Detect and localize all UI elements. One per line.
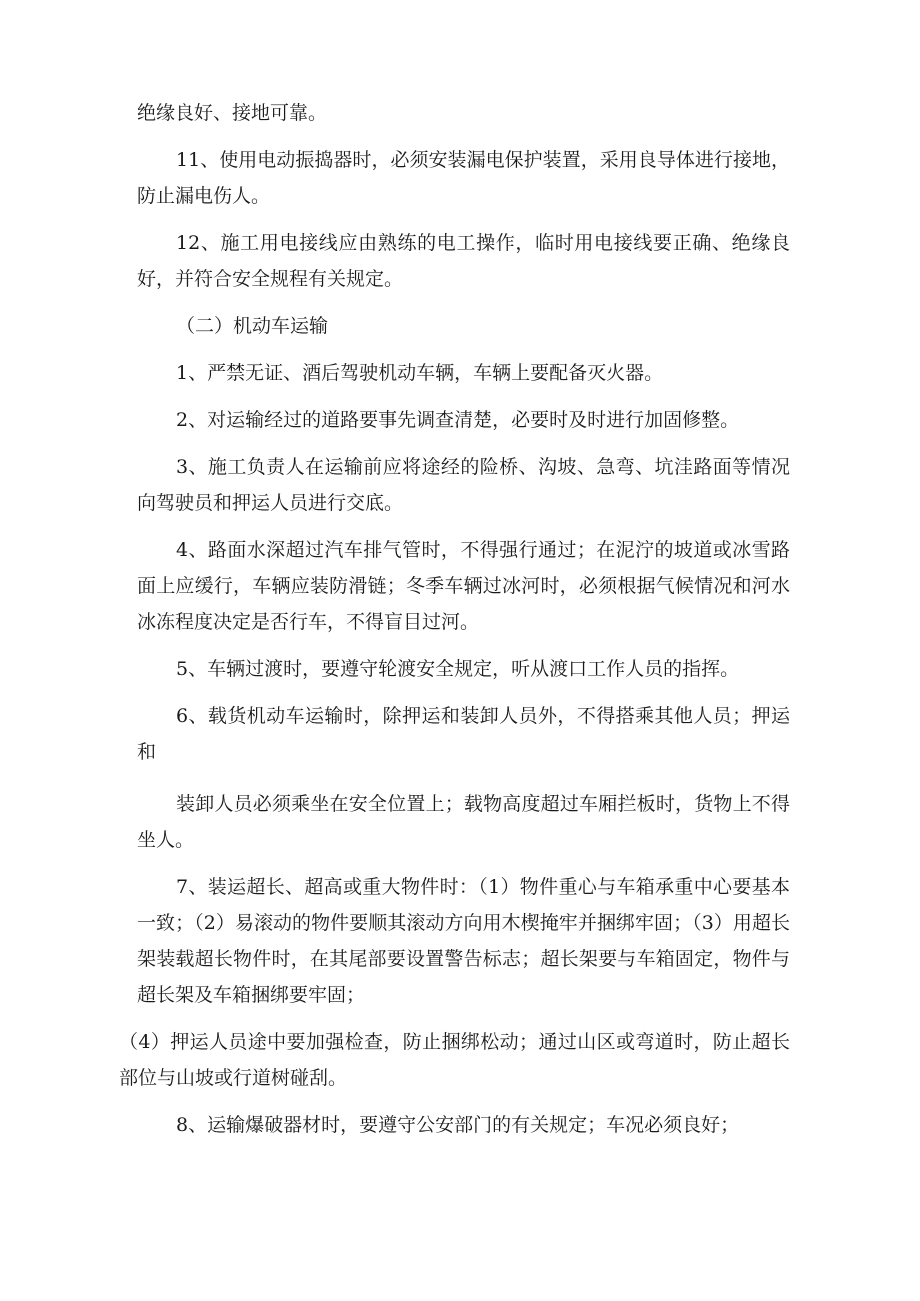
paragraph-item-4: 4、路面水深超过汽车排气管时，不得强行通过；在泥泞的坡道或冰雪路面上应缓行，车辆应装防滑链；冬季车辆过冰河时，必须根据气候情况和河水冰冻程度决定是否行车，不得盲目过河。 [137,539,790,633]
paragraph-item-12: 12、施工用电接线应由熟练的电工操作，临时用电接线要正确、绝缘良好，并符合安全规程有关规定。 [137,232,790,290]
paragraph-item-6: 6、载货机动车运输时，除押运和装卸人员外，不得搭乘其他人员；押运和 [137,705,790,763]
paragraph-item-5: 5、车辆过渡时，要遵守轮渡安全规定，听从渡口工作人员的指挥。 [176,658,740,680]
paragraph-item-11: 11、使用电动振捣器时，必须安装漏电保护装置，采用良导体进行接地，防止漏电伤人。 [137,149,790,207]
section-heading: （二）机动车运输 [176,315,329,337]
paragraph-continuation: 绝缘良好、接地可靠。 [137,102,328,124]
paragraph-item-6-continued: 装卸人员必须乘坐在安全位置上；载物高度超过车厢拦板时，货物上不得坐人。 [137,793,790,851]
paragraph-item-7-sub4: （4）押运人员途中要加强检查，防止捆绑松动；通过山区或弯道时，防止超长部位与山坡或行道树碰刮。 [119,1031,790,1089]
paragraph-item-8: 8、运输爆破器材时，要遵守公安部门的有关规定；车况必须良好； [176,1114,740,1136]
paragraph-item-2: 2、对运输经过的道路要事先调查清楚，必要时及时进行加固修整。 [176,409,740,431]
paragraph-item-7: 7、装运超长、超高或重大物件时：（1）物件重心与车箱承重中心要基本一致；（2）易滚动的物件要顺其滚动方向用木楔掩牢并捆绑牢固；（3）用超长架装载超长物件时，在其尾部要设置警告标志；超长架要与车箱固定，物件与超长架及车箱捆绑要牢固； [137,876,790,1006]
paragraph-item-1: 1、严禁无证、酒后驾驶机动车辆，车辆上要配备灭火器。 [176,362,664,384]
paragraph-item-3: 3、施工负责人在运输前应将途经的险桥、沟坡、急弯、坑洼路面等情况向驾驶员和押运人员进行交底。 [137,456,790,514]
